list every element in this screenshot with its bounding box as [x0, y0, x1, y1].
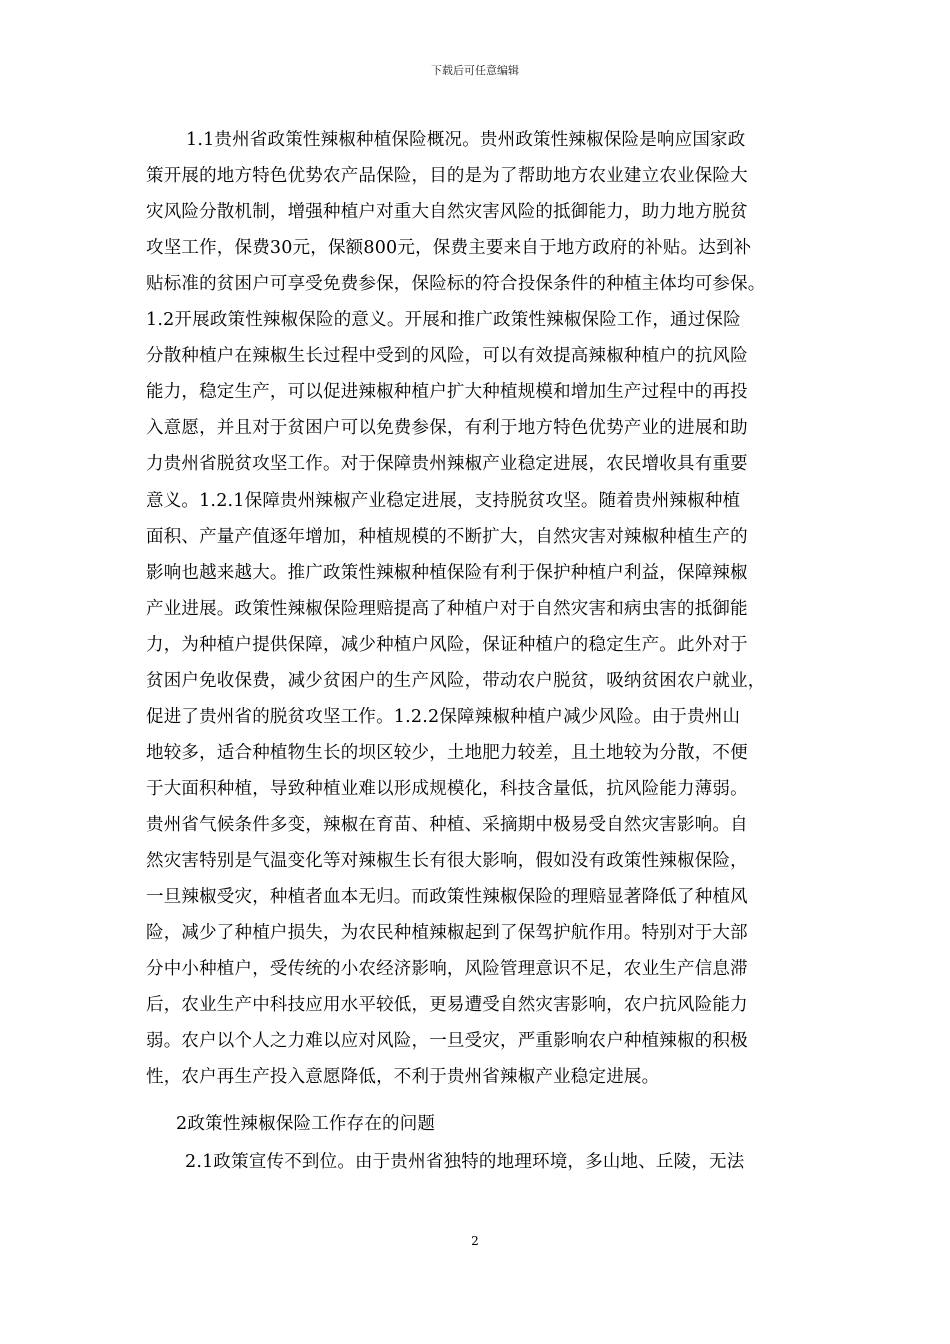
- paragraph-line: 1.2开展政策性辣椒保险的意义。开展和推广政策性辣椒保险工作，通过保险: [146, 310, 741, 331]
- paragraph-line: 性，农户再生产投入意愿降低，不利于贵州省辣椒产业稳定进展。: [146, 1067, 660, 1088]
- paragraph-line: 能力，稳定生产，可以促进辣椒种植户扩大种植规模和增加生产过程中的再投: [146, 382, 748, 403]
- paragraph-line: 面积、产量产值逐年增加，种植规模的不断扩大，自然灾害对辣椒种植生产的: [146, 526, 748, 547]
- paragraph-line: 于大面积种植，导致种植业难以形成规模化，科技含量低，抗风险能力薄弱。: [146, 778, 748, 799]
- paragraph-line: 一旦辣椒受灾，种植者血本无归。而政策性辣椒保险的理赔显著降低了种植风: [146, 887, 748, 908]
- paragraph-line: 意义。1.2.1保障贵州辣椒产业稳定进展，支持脱贫攻坚。随着贵州辣椒种植: [146, 490, 741, 511]
- paragraph-line: 力，为种植户提供保障，减少种植户风险，保证种植户的稳定生产。此外对于: [146, 634, 748, 655]
- page-number: 2: [471, 1234, 479, 1248]
- paragraph-line: 贴标准的贫困户可享受免费参保，保险标的符合投保条件的种植主体均可参保。: [146, 274, 766, 295]
- paragraph-line: 产业进展。政策性辣椒保险理赔提高了种植户对于自然灾害和病虫害的抵御能: [146, 598, 748, 619]
- paragraph-line: 分中小种植户，受传统的小农经济影响，风险管理意识不足，农业生产信息滞: [146, 959, 748, 980]
- paragraph-line: 贵州省气候条件多变，辣椒在育苗、种植、采摘期中极易受自然灾害影响。自: [146, 814, 748, 835]
- paragraph-line: 影响也越来越大。推广政策性辣椒种植保险有利于保护种植户利益，保障辣椒: [146, 562, 748, 583]
- section-heading: 2政策性辣椒保险工作存在的问题: [176, 1114, 436, 1134]
- paragraph-line: 力贵州省脱贫攻坚工作。对于保障贵州辣椒产业稳定进展，农民增收具有重要: [146, 454, 748, 475]
- paragraph-line: 攻坚工作，保费30元，保额800元，保费主要来自于地方政府的补贴。达到补: [146, 238, 752, 259]
- paragraph-line: 促进了贵州省的脱贫攻坚工作。1.2.2保障辣椒种植户减少风险。由于贵州山: [146, 706, 741, 727]
- paragraph-line: 弱。农户以个人之力难以应对风险，一旦受灾，严重影响农户种植辣椒的积极: [146, 1031, 748, 1052]
- paragraph-line: 地较多，适合种植物生长的坝区较少，土地肥力较差，且土地较为分散，不便: [146, 742, 748, 763]
- paragraph-line: 1.1贵州省政策性辣椒种植保险概况。贵州政策性辣椒保险是响应国家政: [186, 130, 746, 150]
- paragraph-line: 险，减少了种植户损失，为农民种植辣椒起到了保驾护航作用。特别对于大部: [146, 923, 748, 944]
- paragraph-line: 2.1政策宣传不到位。由于贵州省独特的地理环境，多山地、丘陵，无法: [185, 1152, 745, 1172]
- paragraph-line: 分散种植户在辣椒生长过程中受到的风险，可以有效提高辣椒种植户的抗风险: [146, 346, 748, 367]
- paragraph-line: 灾风险分散机制，增强种植户对重大自然灾害风险的抵御能力，助力地方脱贫: [146, 202, 748, 223]
- paragraph-line: 后，农业生产中科技应用水平较低，更易遭受自然灾害影响，农户抗风险能力: [146, 995, 748, 1016]
- paragraph-line: 入意愿，并且对于贫困户可以免费参保，有利于地方特色优势产业的进展和助: [146, 418, 748, 439]
- page-header-note: 下载后可任意编辑: [431, 64, 519, 77]
- paragraph-line: 然灾害特别是气温变化等对辣椒生长有很大影响，假如没有政策性辣椒保险，: [146, 851, 748, 871]
- paragraph-line: 策开展的地方特色优势农产品保险，目的是为了帮助地方农业建立农业保险大: [146, 166, 748, 187]
- paragraph-line: 贫困户免收保费，减少贫困户的生产风险，带动农户脱贫，吸纳贫困农户就业，: [146, 670, 766, 691]
